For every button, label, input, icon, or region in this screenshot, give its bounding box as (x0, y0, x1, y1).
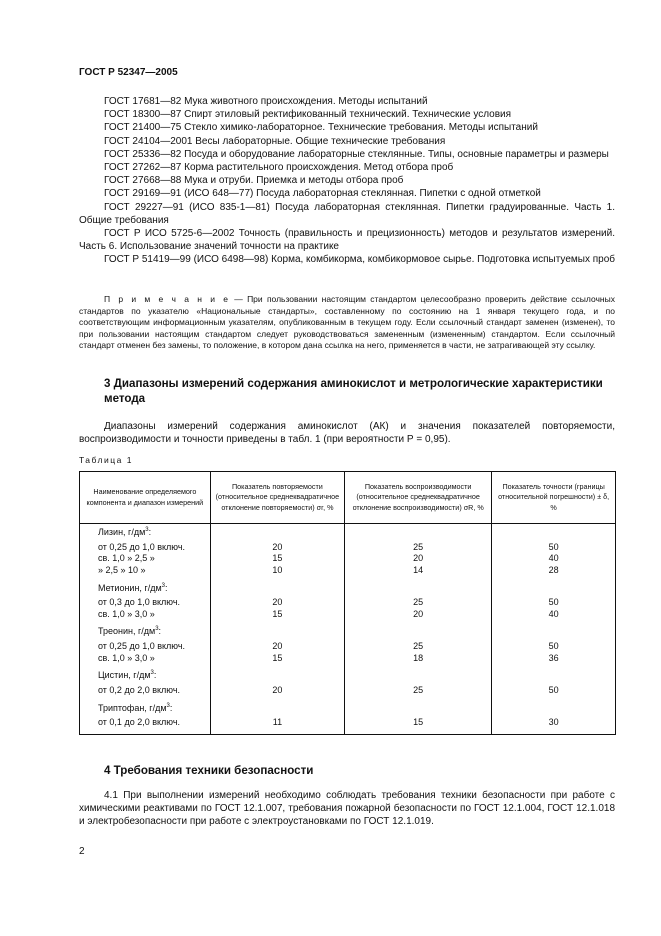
reference-item: ГОСТ 25336—82 Посуда и оборудование лабораторные стеклянные. Типы, основные параметры и размеры (104, 148, 609, 160)
reference-item: ГОСТ 18300—87 Спирт этиловый ректификованный технический. Технические условия (104, 109, 512, 121)
table-cell-value: 25 (413, 640, 424, 651)
table-gap (80, 729, 210, 734)
table-header-cell: Наименование определяемого компонента и диапазон измерений (80, 472, 211, 524)
table-cell-value: 20 (272, 541, 283, 552)
table-cell-value: 25 (413, 541, 424, 552)
table-gap (211, 729, 344, 734)
group-name: Лизин, г/дм (98, 527, 146, 537)
section-4-paragraph: 4.1 При выполнении измерений необходимо соблюдать требования техники безопасности при работе с химическими реактивами по ГОСТ 12.1.007, требования пожарной безопасности по ГОСТ 12.1.004, ГОСТ 12.1.018 и электробезопасности при работе с электроустановками по ГОСТ 12.1.019. (79, 790, 615, 828)
table-header-cell: Показатель воспроизводимости (относительное среднеквадратичное отклонение воспроизводимости) σR, % (345, 472, 492, 524)
table-cell-value: 40 (548, 608, 559, 619)
note-text: — При пользовании настоящим стандартом целесообразно проверить действие ссылочных стандартов по указателю «Национальные стандарты», составленному по состоянию на 1 января текущего года, и по соответствующим информационным указателям, опубликованным в текущем году. Если ссылочный стандарт заменен (изменен), то при пользовании настоящим стандартом следует руководствоваться замененным (измененным) стандартом. Если ссылочный стандарт отменен без замены, то положение, в котором дана ссылка на него, применяется в части, не затрагивающей эту ссылку. (79, 294, 615, 351)
table-cell-value: 40 (548, 553, 559, 564)
group-unit-exponent: 3 (150, 670, 154, 677)
group-unit-exponent: 3 (145, 527, 149, 533)
table-group-spacer (211, 580, 344, 598)
references-list (79, 95, 615, 267)
table-cell-value: 14 (413, 564, 424, 575)
table-body (80, 524, 616, 735)
reference-item: ГОСТ 27668—88 Мука и отруби. Приемка и методы отбора проб (104, 175, 404, 187)
group-unit-exponent: 3 (166, 702, 170, 709)
table-cell-range: от 0,25 до 1,0 включ. (98, 640, 186, 651)
table-group-spacer (211, 524, 344, 542)
section-3-paragraph: Диапазоны измерений содержания аминокислот (АК) и значения показателей повторяемости, воспроизводимости и точности приведены в табл. 1 (при вероятности Р = 0,95). (79, 421, 615, 446)
table-group-spacer (211, 700, 344, 718)
group-suffix: : (165, 582, 168, 593)
table-group-label (80, 700, 210, 718)
table-cell-value: 11 (272, 717, 283, 727)
table-cell-value: 15 (413, 717, 424, 727)
table-cell-value: 20 (272, 640, 283, 651)
table-cell-range: от 0,3 до 1,0 включ. (98, 597, 181, 608)
note-label: П р и м е ч а н и е (104, 294, 231, 304)
table-caption: Таблица 1 (79, 455, 133, 465)
reference-item: ГОСТ Р ИСО 5725-6—2002 Точность (правильность и прецизионность) методов и результатов измерений. Часть 6. Использование значений точности на практике (79, 228, 615, 253)
group-suffix: : (153, 670, 157, 681)
group-unit-exponent: 3 (161, 582, 165, 589)
table-cell-value: 20 (272, 597, 283, 608)
table-header-cell: Показатель точности (границы относительной погрешности) ± δ, % (492, 472, 616, 524)
table-cell-range: св. 1,0 » 3,0 » (98, 608, 155, 619)
table-column-range (80, 524, 211, 735)
group-suffix: : (158, 626, 162, 637)
table-cell-value: 15 (272, 608, 283, 619)
table-cell-value: 20 (413, 553, 424, 564)
table-group-spacer (345, 580, 491, 598)
table-cell-range: св. 1,0 » 3,0 » (98, 652, 155, 663)
table-header-row (80, 472, 616, 524)
table-group-spacer (345, 524, 491, 542)
table-column-repeatability (210, 524, 344, 735)
group-name: Цистин, г/дм (98, 670, 151, 681)
table-cell-value: 30 (548, 717, 559, 727)
table-column-reproducibility (345, 524, 492, 735)
table-cell-range: от 0,1 до 2,0 включ. (98, 717, 181, 727)
table-cell-value: 50 (548, 597, 559, 608)
table-group-spacer (492, 623, 615, 641)
table-cell-range: от 0,2 до 2,0 включ. (98, 684, 181, 695)
reference-item: ГОСТ 17681—82 Мука животного происхождения. Методы испытаний (104, 96, 428, 107)
table-cell-value: 10 (272, 564, 283, 575)
table-group-label (80, 524, 210, 542)
note-paragraph (79, 294, 615, 352)
table-group-spacer (345, 623, 491, 641)
page-number: 2 (79, 846, 85, 857)
table-row (80, 524, 616, 735)
table-cell-value: 15 (272, 553, 283, 564)
table-column-accuracy (492, 524, 616, 735)
table-group-spacer (492, 524, 615, 542)
table-group-spacer (211, 667, 344, 685)
table-group-spacer (492, 700, 615, 718)
table-group-spacer (345, 700, 491, 718)
group-name: Триптофан, г/дм (98, 702, 167, 713)
reference-item: ГОСТ 21400—75 Стекло химико-лабораторное. Технические требования. Методы испытаний (104, 122, 538, 134)
table-cell-value: 36 (548, 652, 559, 663)
group-unit-exponent: 3 (155, 626, 159, 633)
section-3-title: 3 Диапазоны измерений содержания аминокислот и метрологические характеристики метода (104, 377, 603, 405)
table-cell-value: 50 (548, 541, 559, 552)
document-header: ГОСТ Р 52347—2005 (79, 67, 178, 78)
table-cell-range: » 2,5 » 10 » (98, 564, 146, 575)
table-cell-value: 20 (272, 684, 283, 695)
table-cell-range: св. 1,0 » 2,5 » (98, 553, 155, 564)
table-group-spacer (211, 623, 344, 641)
reference-item: ГОСТ 29227—91 (ИСО 835-1—81) Посуда лабораторная стеклянная. Пипетки градуированные. Часть 1. Общие требования (79, 201, 615, 226)
reference-item: ГОСТ Р 51419—99 (ИСО 6498—98) Корма, комбикорма, комбикормовое сырье. Подготовка испытуемых проб (104, 254, 615, 266)
table-gap (345, 729, 491, 734)
table-cell-value: 15 (272, 652, 283, 663)
table-group-label (80, 667, 210, 685)
table-group-label (80, 623, 210, 641)
table-cell-value: 50 (548, 640, 559, 651)
table-cell-value: 28 (548, 564, 559, 575)
reference-item: ГОСТ 29169—91 (ИСО 648—77) Посуда лабораторная стеклянная. Пипетки с одной отметкой (104, 188, 541, 200)
table-group-spacer (492, 667, 615, 685)
table-header-cell: Показатель повторяемости (относительное среднеквадратичное отклонение повторяемости) σr, % (210, 472, 344, 524)
reference-item: ГОСТ 27262—87 Корма растительного происхождения. Метод отбора проб (104, 162, 454, 174)
group-name: Метионин, г/дм (98, 582, 162, 593)
reference-item: ГОСТ 24104—2001 Весы лабораторные. Общие технические требования (104, 135, 446, 147)
table-group-spacer (492, 580, 615, 598)
table-cell-value: 25 (413, 684, 424, 695)
table-cell-value: 20 (413, 608, 424, 619)
table-cell-range: от 0,25 до 1,0 включ. (98, 541, 186, 552)
group-name: Треонин, г/дм (98, 626, 156, 637)
group-suffix: : (169, 702, 173, 713)
data-table (79, 471, 616, 735)
table-group-spacer (345, 667, 491, 685)
section-4-title: 4 Требования техники безопасности (104, 764, 314, 777)
table-cell-value: 25 (413, 597, 424, 608)
table-group-label (80, 580, 210, 598)
table-cell-value: 50 (548, 684, 559, 695)
table-cell-value: 18 (413, 652, 424, 663)
group-suffix: : (148, 527, 152, 537)
table-gap (492, 729, 615, 734)
